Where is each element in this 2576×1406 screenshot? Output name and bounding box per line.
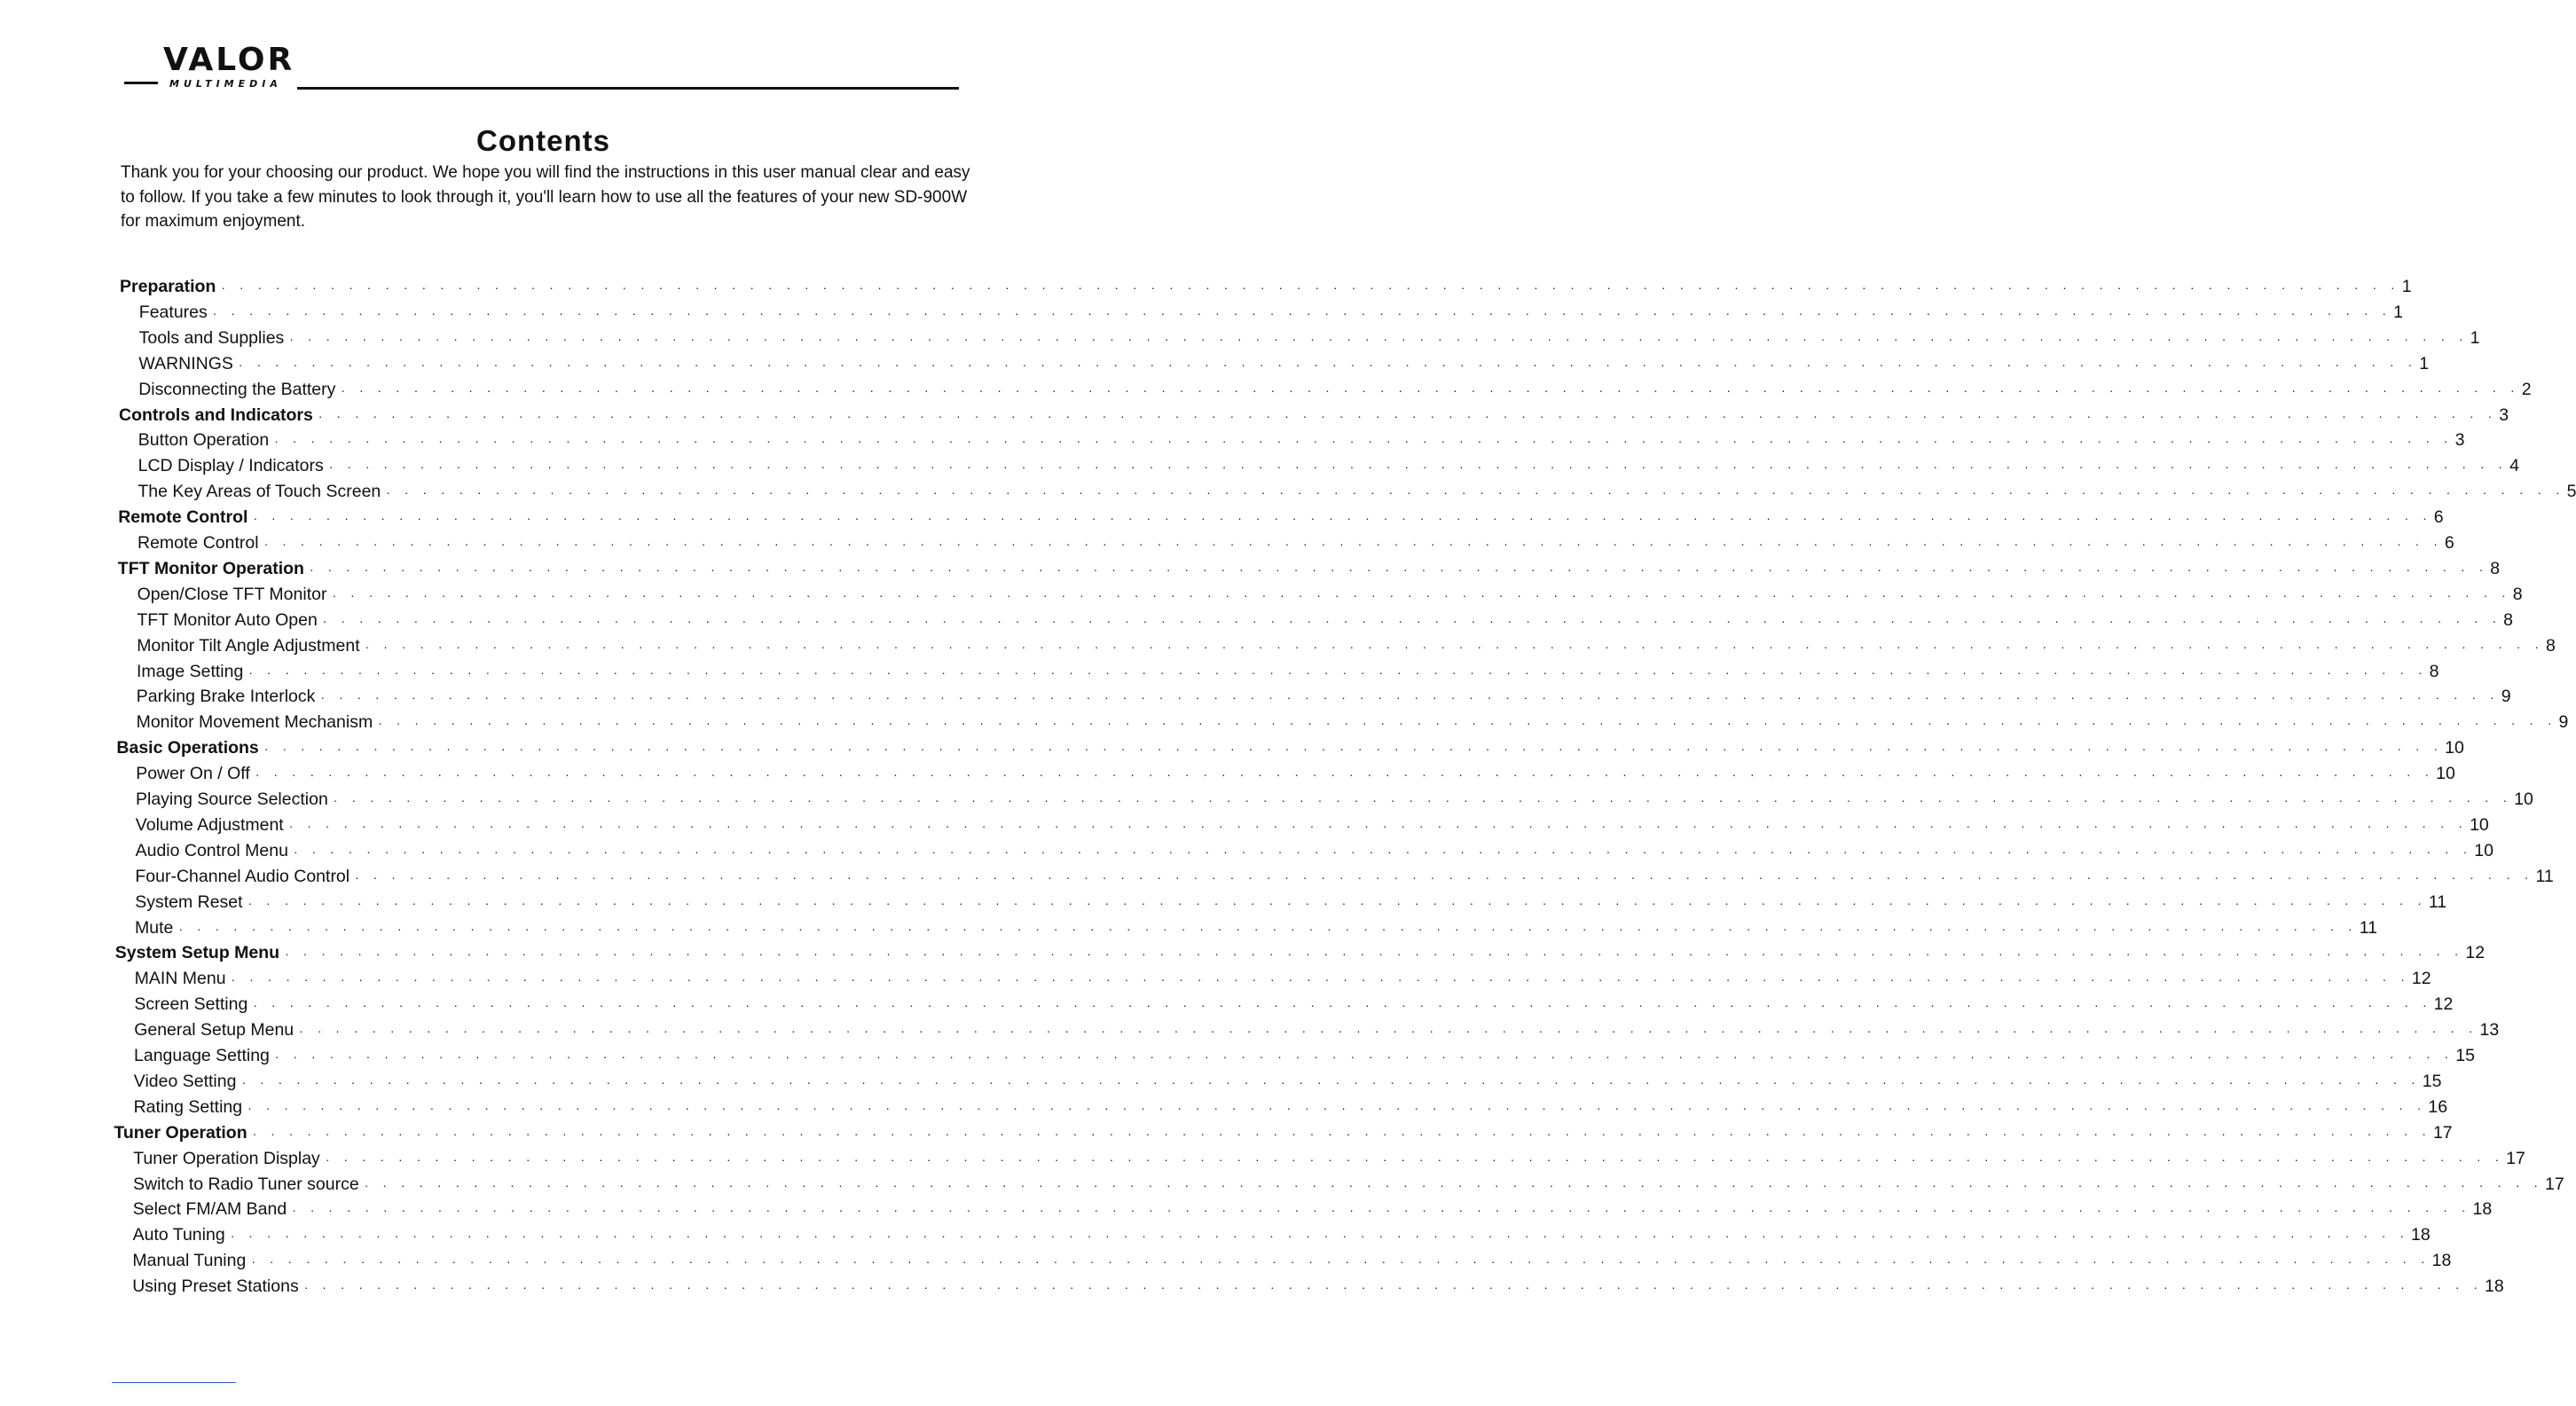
toc-label: System Setup Menu bbox=[114, 943, 280, 963]
toc-section-row[interactable] bbox=[119, 403, 2509, 428]
toc-leader-dots: · · · · · · · · · · · · · · · · · · · · · · · · · · · · · · · · · · · · · · · · · · · · · · · · · · · · · · · · · · · · · · · · · · · · · · · · · · · · · · · · · · · · · · · · · · · · · · · · · · · · · · · · · · · · · · · · · · · · · · · · bbox=[320, 690, 2500, 705]
toc-leader-dots: · · · · · · · · · · · · · · · · · · · · · · · · · · · · · · · · · · · · · · · · · · · · · · · · · · · · · · · · · · · · · · · · · · · · · · · · · · · · · · · · · · · · · · · · · · · · · · · · · · · · · · · · · · · · · · · · · · · · · · · · bbox=[238, 357, 2418, 372]
toc-entry-row[interactable] bbox=[134, 966, 2431, 991]
toc-leader-dots: · · · · · · · · · · · · · · · · · · · · · · · · · · · · · · · · · · · · · · · · · · · · · · · · · · · · · · · · · · · · · · · · · · · · · · · · · · · · · · · · · · · · · · · · · · · · · · · · · · · · · · · · · · · · · · · · · · · · · · · · bbox=[318, 408, 2498, 423]
toc-label: Monitor Tilt Angle Adjustment bbox=[137, 635, 360, 656]
toc-label: Mute bbox=[135, 917, 174, 938]
toc-leader-dots: · · · · · · · · · · · · · · · · · · · · · · · · · · · · · · · · · · · · · · · · · · · · · · · · · · · · · · · · · · · · · · · · · · · · · · · · · · · · · · · · · · · · · · · · · · · · · · · · · · · · · · · · · · · · · · · · · · · · · · · · bbox=[325, 1151, 2505, 1166]
toc-leader-dots: · · · · · · · · · · · · · · · · · · · · · · · · · · · · · · · · · · · · · · · · · · · · · · · · · · · · · · · · · · · · · · · · · · · · · · · · · · · · · · · · · · · · · · · · · · · · · · · · · · · · · · · · · · · · · · · · · · · · · · · · bbox=[355, 869, 2534, 884]
toc-leader-dots: · · · · · · · · · · · · · · · · · · · · · · · · · · · · · · · · · · · · · · · · · · · · · · · · · · · · · · · · · · · · · · · · · · · · · · · · · · · · · · · · · · · · · · · · · · · · · · · · · · · · · · · · · · · · · · · · · · · · · · · · bbox=[378, 716, 2557, 731]
toc-label: Remote Control bbox=[118, 507, 248, 528]
toc-leader-dots: · · · · · · · · · · · · · · · · · · · · · · · · · · · · · · · · · · · · · · · · · · · · · · · · · · · · · · · · · · · · · · · · · · · · · · · · · · · · · · · · · · · · · · · · · · · · · · · · · · · · · · · · · · · · · · · · · · · · · · · · bbox=[274, 1049, 2454, 1064]
toc-leader-dots: · · · · · · · · · · · · · · · · · · · · · · · · · · · · · · · · · · · · · · · · · · · · · · · · · · · · · · · · · · · · · · · · · · · · · · · · · · · · · · · · · · · · · · · · · · · · · · · · · · · · · · · · · · · · · · · · · · · · · · · · bbox=[253, 998, 2432, 1013]
toc-leader-dots: · · · · · · · · · · · · · · · · · · · · · · · · · · · · · · · · · · · · · · · · · · · · · · · · · · · · · · · · · · · · · · · · · · · · · · · · · · · · · · · · · · · · · · · · · · · · · · · · · · · · · · · · · · · · · · · · · · · · · · · · bbox=[252, 1126, 2431, 1141]
toc-entry-row[interactable] bbox=[135, 890, 2447, 915]
toc-entry-row[interactable] bbox=[132, 1248, 2452, 1273]
toc-label: Power On / Off bbox=[136, 764, 250, 784]
toc-entry-row[interactable] bbox=[134, 1043, 2475, 1068]
toc-leader-dots: · · · · · · · · · · · · · · · · · · · · · · · · · · · · · · · · · · · · · · · · · · · · · · · · · · · · · · · · · · · · · · · · · · · · · · · · · · · · · · · · · · · · · · · · · · · · · · · · · · · · · · · · · · · · · · · · · · · · · · · · bbox=[289, 331, 2469, 346]
toc-page-number: 1 bbox=[2419, 353, 2430, 373]
brand-logo: VALOR bbox=[163, 42, 295, 78]
toc-leader-dots: · · · · · · · · · · · · · · · · · · · · · · · · · · · · · · · · · · · · · · · · · · · · · · · · · · · · · · · · · · · · · · · · · · · · · · · · · · · · · · · · · · · · · · · · · · · · · · · · · · · · · · · · · · · · · · · · · · · · · · · · bbox=[288, 818, 2469, 833]
toc-page-number: 9 bbox=[2501, 687, 2511, 707]
toc-label: Tuner Operation bbox=[114, 1122, 247, 1143]
toc-leader-dots: · · · · · · · · · · · · · · · · · · · · · · · · · · · · · · · · · · · · · · · · · · · · · · · · · · · · · · · · · · · · · · · · · · · · · · · · · · · · · · · · · · · · · · · · · · · · · · · · · · · · · · · · · · · · · · · · · · · · · · · · bbox=[251, 1254, 2431, 1269]
toc-leader-dots: · · · · · · · · · · · · · · · · · · · · · · · · · · · · · · · · · · · · · · · · · · · · · · · · · · · · · · · · · · · · · · · · · · · · · · · · · · · · · · · · · · · · · · · · · · · · · · · · · · · · · · · · · · · · · · · · · · · · · · · · bbox=[253, 511, 2432, 526]
toc-label: MAIN Menu bbox=[134, 969, 226, 989]
toc-label: Monitor Movement Mechanism bbox=[136, 712, 373, 733]
toc-page-number: 11 bbox=[2359, 917, 2377, 938]
toc-page-number: 3 bbox=[2454, 430, 2465, 451]
toc-leader-dots: · · · · · · · · · · · · · · · · · · · · · · · · · · · · · · · · · · · · · · · · · · · · · · · · · · · · · · · · · · · · · · · · · · · · · · · · · · · · · · · · · · · · · · · · · · · · · · · · · · · · · · · · · · · · · · · · · · · · · · · · bbox=[332, 587, 2511, 602]
toc-label: Playing Source Selection bbox=[136, 789, 328, 809]
toc-leader-dots: · · · · · · · · · · · · · · · · · · · · · · · · · · · · · · · · · · · · · · · · · · · · · · · · · · · · · · · · · · · · · · · · · · · · · · · · · · · · · · · · · · · · · · · · · · · · · · · · · · · · · · · · · · · · · · · · · · · · · · · · bbox=[221, 280, 2400, 295]
toc-label: TFT Monitor Auto Open bbox=[137, 609, 318, 630]
toc-entry-row[interactable] bbox=[137, 659, 2439, 684]
toc-label: Features bbox=[138, 302, 208, 322]
toc-page-number: 17 bbox=[2545, 1174, 2564, 1194]
toc-label: Remote Control bbox=[137, 533, 259, 553]
toc-page-number: 18 bbox=[2411, 1225, 2431, 1245]
toc-entry-row[interactable] bbox=[137, 633, 2556, 658]
toc-entry-row[interactable] bbox=[132, 1222, 2431, 1247]
toc-label: Video Setting bbox=[133, 1071, 237, 1091]
toc-label: Button Operation bbox=[137, 430, 270, 451]
toc-page-number: 16 bbox=[2428, 1096, 2448, 1117]
toc-entry-row[interactable] bbox=[137, 479, 2576, 504]
toc-label: System Reset bbox=[135, 892, 243, 912]
toc-page-number: 10 bbox=[2445, 738, 2464, 758]
toc-page-number: 6 bbox=[2433, 507, 2444, 528]
toc-page-number: 12 bbox=[2433, 994, 2454, 1015]
toc-entry-row[interactable] bbox=[138, 351, 2430, 376]
toc-page-number: 10 bbox=[2514, 789, 2533, 809]
toc-label: Select FM/AM Band bbox=[132, 1199, 287, 1220]
toc-label: The Key Areas of Touch Screen bbox=[137, 482, 381, 502]
toc-leader-dots: · · · · · · · · · · · · · · · · · · · · · · · · · · · · · · · · · · · · · · · · · · · · · · · · · · · · · · · · · · · · · · · · · · · · · · · · · · · · · · · · · · · · · · · · · · · · · · · · · · · · · · · · · · · · · · · · · · · · · · · · bbox=[303, 1280, 2484, 1295]
toc-entry-row[interactable] bbox=[135, 864, 2554, 889]
toc-page-number: 10 bbox=[2474, 840, 2494, 860]
toc-page-number: 9 bbox=[2558, 712, 2569, 733]
toc-page-number: 17 bbox=[2506, 1148, 2525, 1168]
toc-entry-row[interactable] bbox=[134, 992, 2454, 1017]
toc-entry-row[interactable] bbox=[132, 1197, 2493, 1221]
toc-leader-dots: · · · · · · · · · · · · · · · · · · · · · · · · · · · · · · · · · · · · · · · · · · · · · · · · · · · · · · · · · · · · · · · · · · · · · · · · · · · · · · · · · · · · · · · · · · · · · · · · · · · · · · · · · · · · · · · · · · · · · · · · bbox=[274, 434, 2454, 449]
toc-label: Tuner Operation Display bbox=[133, 1148, 320, 1168]
toc-page-number: 8 bbox=[2503, 609, 2513, 630]
toc-entry-row[interactable] bbox=[137, 453, 2519, 478]
toc-leader-dots: · · · · · · · · · · · · · · · · · · · · · · · · · · · · · · · · · · · · · · · · · · · · · · · · · · · · · · · · · · · · · · · · · · · · · · · · · · · · · · · · · · · · · · · · · · · · · · · · · · · · · · · · · · · · · · · · · · · · · · · · bbox=[230, 1229, 2410, 1244]
toc-entry-row[interactable] bbox=[133, 1095, 2448, 1119]
toc-section-row[interactable] bbox=[114, 940, 2486, 965]
toc-label: Using Preset Stations bbox=[132, 1276, 299, 1297]
toc-page-number: 10 bbox=[2470, 814, 2489, 835]
toc-page-number: 2 bbox=[2521, 379, 2532, 399]
toc-entry-row[interactable] bbox=[134, 1017, 2500, 1042]
toc-entry-row[interactable] bbox=[136, 684, 2511, 709]
toc-page-number: 8 bbox=[2429, 661, 2439, 681]
toc-page-number: 6 bbox=[2444, 533, 2454, 553]
toc-section-row[interactable] bbox=[118, 505, 2444, 530]
toc-entry-row[interactable] bbox=[136, 787, 2533, 812]
toc-label: Image Setting bbox=[137, 661, 244, 681]
toc-page-number: 1 bbox=[2393, 302, 2403, 322]
toc-page-number: 18 bbox=[2431, 1251, 2452, 1271]
toc-page-number: 10 bbox=[2436, 764, 2455, 784]
toc-page-number: 15 bbox=[2422, 1071, 2442, 1091]
toc-leader-dots: · · · · · · · · · · · · · · · · · · · · · · · · · · · · · · · · · · · · · · · · · · · · · · · · · · · · · · · · · · · · · · · · · · · · · · · · · · · · · · · · · · · · · · · · · · · · · · · · · · · · · · · · · · · · · · · · · · · · · · · · bbox=[328, 460, 2509, 475]
toc-leader-dots: · · · · · · · · · · · · · · · · · · · · · · · · · · · · · · · · · · · · · · · · · · · · · · · · · · · · · · · · · · · · · · · · · · · · · · · · · · · · · · · · · · · · · · · · · · · · · · · · · · · · · · · · · · · · · · · · · · · · · · · · bbox=[263, 742, 2444, 757]
toc-leader-dots: · · · · · · · · · · · · · · · · · · · · · · · · · · · · · · · · · · · · · · · · · · · · · · · · · · · · · · · · · · · · · · · · · · · · · · · · · · · · · · · · · · · · · · · · · · · · · · · · · · · · · · · · · · · · · · · · · · · · · · · · bbox=[212, 305, 2392, 320]
toc-page-number: 8 bbox=[2512, 584, 2523, 604]
toc-page-number: 12 bbox=[2411, 969, 2431, 989]
toc-label: LCD Display / Indicators bbox=[137, 456, 324, 476]
footer-line bbox=[112, 1382, 236, 1383]
toc-page-number: 15 bbox=[2455, 1046, 2475, 1065]
toc-entry-row[interactable] bbox=[137, 428, 2465, 452]
toc-leader-dots: · · · · · · · · · · · · · · · · · · · · · · · · · · · · · · · · · · · · · · · · · · · · · · · · · · · · · · · · · · · · · · · · · · · · · · · · · · · · · · · · · · · · · · · · · · · · · · · · · · · · · · · · · · · · · · · · · · · · · · · · bbox=[365, 639, 2544, 654]
toc-leader-dots: · · · · · · · · · · · · · · · · · · · · · · · · · · · · · · · · · · · · · · · · · · · · · · · · · · · · · · · · · · · · · · · · · · · · · · · · · · · · · · · · · · · · · · · · · · · · · · · · · · · · · · · · · · · · · · · · · · · · · · · · bbox=[255, 767, 2435, 782]
toc-entry-row[interactable] bbox=[132, 1274, 2504, 1299]
brand-subtitle: MULTIMEDIA bbox=[169, 78, 282, 90]
toc-entry-row[interactable] bbox=[137, 582, 2523, 607]
intro-paragraph: Thank you for your choosing our product. We hope you will find the instructions in this user manual clear and easy to follow. If you take a few minutes to look through it, you'll learn how to use all the features of your new SD-900W for maximum enjoyment. bbox=[121, 163, 970, 231]
toc-section-row[interactable] bbox=[117, 556, 2501, 581]
toc-leader-dots: · · · · · · · · · · · · · · · · · · · · · · · · · · · · · · · · · · · · · · · · · · · · · · · · · · · · · · · · · · · · · · · · · · · · · · · · · · · · · · · · · · · · · · · · · · · · · · · · · · · · · · · · · · · · · · · · · · · · · · · · bbox=[247, 1100, 2427, 1115]
toc-page-number: 1 bbox=[2470, 327, 2480, 348]
toc-section-row[interactable] bbox=[120, 274, 2412, 299]
toc-page-number: 18 bbox=[2485, 1276, 2504, 1297]
toc-label: Disconnecting the Battery bbox=[138, 379, 336, 399]
toc-label: Controls and Indicators bbox=[119, 405, 313, 425]
toc-entry-row[interactable] bbox=[136, 710, 2569, 734]
toc-leader-dots: · · · · · · · · · · · · · · · · · · · · · · · · · · · · · · · · · · · · · · · · · · · · · · · · · · · · · · · · · · · · · · · · · · · · · · · · · · · · · · · · · · · · · · · · · · · · · · · · · · · · · · · · · · · · · · · · · · · · · · · · bbox=[247, 895, 2427, 910]
toc-page-number: 12 bbox=[2465, 943, 2486, 963]
toc-page-number: 4 bbox=[2509, 456, 2519, 476]
toc-entry-row[interactable] bbox=[138, 300, 2403, 325]
toc-label: General Setup Menu bbox=[134, 1020, 295, 1041]
toc-label: Basic Operations bbox=[116, 738, 259, 758]
toc-page-number: 8 bbox=[2545, 635, 2556, 656]
toc-leader-dots: · · · · · · · · · · · · · · · · · · · · · · · · · · · · · · · · · · · · · · · · · · · · · · · · · · · · · · · · · · · · · · · · · · · · · · · · · · · · · · · · · · · · · · · · · · · · · · · · · · · · · · · · · · · · · · · · · · · · · · · · bbox=[309, 562, 2489, 577]
toc-leader-dots: · · · · · · · · · · · · · · · · · · · · · · · · · · · · · · · · · · · · · · · · · · · · · · · · · · · · · · · · · · · · · · · · · · · · · · · · · · · · · · · · · · · · · · · · · · · · · · · · · · · · · · · · · · · · · · · · · · · · · · · · bbox=[322, 613, 2502, 628]
toc-page-number: 11 bbox=[2428, 892, 2447, 912]
toc-label: Parking Brake Interlock bbox=[136, 687, 316, 707]
toc-entry-row[interactable] bbox=[138, 326, 2480, 350]
toc-label: Audio Control Menu bbox=[135, 840, 288, 860]
toc-leader-dots: · · · · · · · · · · · · · · · · · · · · · · · · · · · · · · · · · · · · · · · · · · · · · · · · · · · · · · · · · · · · · · · · · · · · · · · · · · · · · · · · · · · · · · · · · · · · · · · · · · · · · · · · · · · · · · · · · · · · · · · · bbox=[299, 1024, 2478, 1039]
toc-page-number: 11 bbox=[2535, 866, 2554, 886]
toc-leader-dots: · · · · · · · · · · · · · · · · · · · · · · · · · · · · · · · · · · · · · · · · · · · · · · · · · · · · · · · · · · · · · · · · · · · · · · · · · · · · · · · · · · · · · · · · · · · · · · · · · · · · · · · · · · · · · · · · · · · · · · · · bbox=[292, 1203, 2471, 1218]
toc-label: Open/Close TFT Monitor bbox=[137, 584, 327, 604]
toc-leader-dots: · · · · · · · · · · · · · · · · · · · · · · · · · · · · · · · · · · · · · · · · · · · · · · · · · · · · · · · · · · · · · · · · · · · · · · · · · · · · · · · · · · · · · · · · · · · · · · · · · · · · · · · · · · · · · · · · · · · · · · · · bbox=[241, 1074, 2421, 1089]
toc-label: Tools and Supplies bbox=[138, 327, 285, 348]
toc-label: Language Setting bbox=[134, 1046, 270, 1065]
toc-label: WARNINGS bbox=[138, 353, 233, 373]
header-rule-left bbox=[124, 82, 158, 84]
toc-page-number: 1 bbox=[2401, 277, 2412, 296]
toc-leader-dots: · · · · · · · · · · · · · · · · · · · · · · · · · · · · · · · · · · · · · · · · · · · · · · · · · · · · · · · · · · · · · · · · · · · · · · · · · · · · · · · · · · · · · · · · · · · · · · · · · · · · · · · · · · · · · · · · · · · · · · · · bbox=[285, 946, 2464, 962]
toc-leader-dots: · · · · · · · · · · · · · · · · · · · · · · · · · · · · · · · · · · · · · · · · · · · · · · · · · · · · · · · · · · · · · · · · · · · · · · · · · · · · · · · · · · · · · · · · · · · · · · · · · · · · · · · · · · · · · · · · · · · · · · · · bbox=[364, 1177, 2544, 1192]
toc-leader-dots: · · · · · · · · · · · · · · · · · · · · · · · · · · · · · · · · · · · · · · · · · · · · · · · · · · · · · · · · · · · · · · · · · · · · · · · · · · · · · · · · · · · · · · · · · · · · · · · · · · · · · · · · · · · · · · · · · · · · · · · · bbox=[263, 537, 2443, 551]
toc-label: Switch to Radio Tuner source bbox=[133, 1174, 359, 1194]
toc-page-number: 3 bbox=[2499, 405, 2509, 425]
toc-entry-row[interactable] bbox=[135, 813, 2489, 837]
toc-label: Four-Channel Audio Control bbox=[135, 866, 350, 886]
toc-section-row[interactable] bbox=[116, 735, 2464, 760]
toc-label: Manual Tuning bbox=[132, 1251, 247, 1271]
toc-leader-dots: · · · · · · · · · · · · · · · · · · · · · · · · · · · · · · · · · · · · · · · · · · · · · · · · · · · · · · · · · · · · · · · · · · · · · · · · · · · · · · · · · · · · · · · · · · · · · · · · · · · · · · · · · · · · · · · · · · · · · · · · bbox=[231, 972, 2410, 987]
toc-label: Preparation bbox=[120, 277, 216, 296]
toc-page-number: 8 bbox=[2490, 558, 2501, 578]
toc-label: Rating Setting bbox=[133, 1096, 243, 1117]
toc-leader-dots: · · · · · · · · · · · · · · · · · · · · · · · · · · · · · · · · · · · · · · · · · · · · · · · · · · · · · · · · · · · · · · · · · · · · · · · · · · · · · · · · · · · · · · · · · · · · · · · · · · · · · · · · · · · · · · · · · · · · · · · · bbox=[248, 664, 2428, 679]
toc-entry-row[interactable] bbox=[133, 1172, 2564, 1197]
toc-entry-row[interactable] bbox=[135, 915, 2377, 940]
toc-entry-row[interactable] bbox=[136, 761, 2455, 786]
toc-label: Volume Adjustment bbox=[135, 814, 284, 835]
page-title: Contents bbox=[476, 124, 610, 157]
toc-leader-dots: · · · · · · · · · · · · · · · · · · · · · · · · · · · · · · · · · · · · · · · · · · · · · · · · · · · · · · · · · · · · · · · · · · · · · · · · · · · · · · · · · · · · · · · · · · · · · · · · · · · · · · · · · · · · · · · · · · · · · · · · bbox=[333, 793, 2513, 807]
toc-section-row[interactable] bbox=[114, 1120, 2453, 1145]
toc-page-number: 17 bbox=[2432, 1122, 2453, 1143]
toc-entry-row[interactable] bbox=[133, 1146, 2525, 1171]
toc-leader-dots: · · · · · · · · · · · · · · · · · · · · · · · · · · · · · · · · · · · · · · · · · · · · · · · · · · · · · · · · · · · · · · · · · · · · · · · · · · · · · · · · · · · · · · · · · · · · · · · · · · · · · · · · · · · · · · · · · · · · · · · · bbox=[386, 485, 2565, 500]
toc-leader-dots: · · · · · · · · · · · · · · · · · · · · · · · · · · · · · · · · · · · · · · · · · · · · · · · · · · · · · · · · · · · · · · · · · · · · · · · · · · · · · · · · · · · · · · · · · · · · · · · · · · · · · · · · · · · · · · · · · · · · · · · · bbox=[178, 921, 2358, 936]
toc-entry-row[interactable] bbox=[137, 608, 2513, 632]
toc-leader-dots: · · · · · · · · · · · · · · · · · · · · · · · · · · · · · · · · · · · · · · · · · · · · · · · · · · · · · · · · · · · · · · · · · · · · · · · · · · · · · · · · · · · · · · · · · · · · · · · · · · · · · · · · · · · · · · · · · · · · · · · · bbox=[341, 382, 2520, 397]
header-rule-right bbox=[297, 87, 959, 90]
toc-page-number: 18 bbox=[2472, 1199, 2493, 1220]
toc-entry-row[interactable] bbox=[135, 838, 2494, 863]
toc-entry-row[interactable] bbox=[138, 377, 2532, 402]
toc-label: Screen Setting bbox=[134, 994, 248, 1015]
toc-page-number: 5 bbox=[2566, 482, 2576, 502]
toc-entry-row[interactable] bbox=[133, 1069, 2442, 1094]
toc-entry-row[interactable] bbox=[137, 530, 2454, 555]
toc-leader-dots: · · · · · · · · · · · · · · · · · · · · · · · · · · · · · · · · · · · · · · · · · · · · · · · · · · · · · · · · · · · · · · · · · · · · · · · · · · · · · · · · · · · · · · · · · · · · · · · · · · · · · · · · · · · · · · · · · · · · · · · · bbox=[293, 844, 2473, 859]
toc-page-number: 13 bbox=[2479, 1020, 2500, 1041]
toc-label: Auto Tuning bbox=[132, 1225, 225, 1245]
toc-label: TFT Monitor Operation bbox=[117, 558, 304, 578]
